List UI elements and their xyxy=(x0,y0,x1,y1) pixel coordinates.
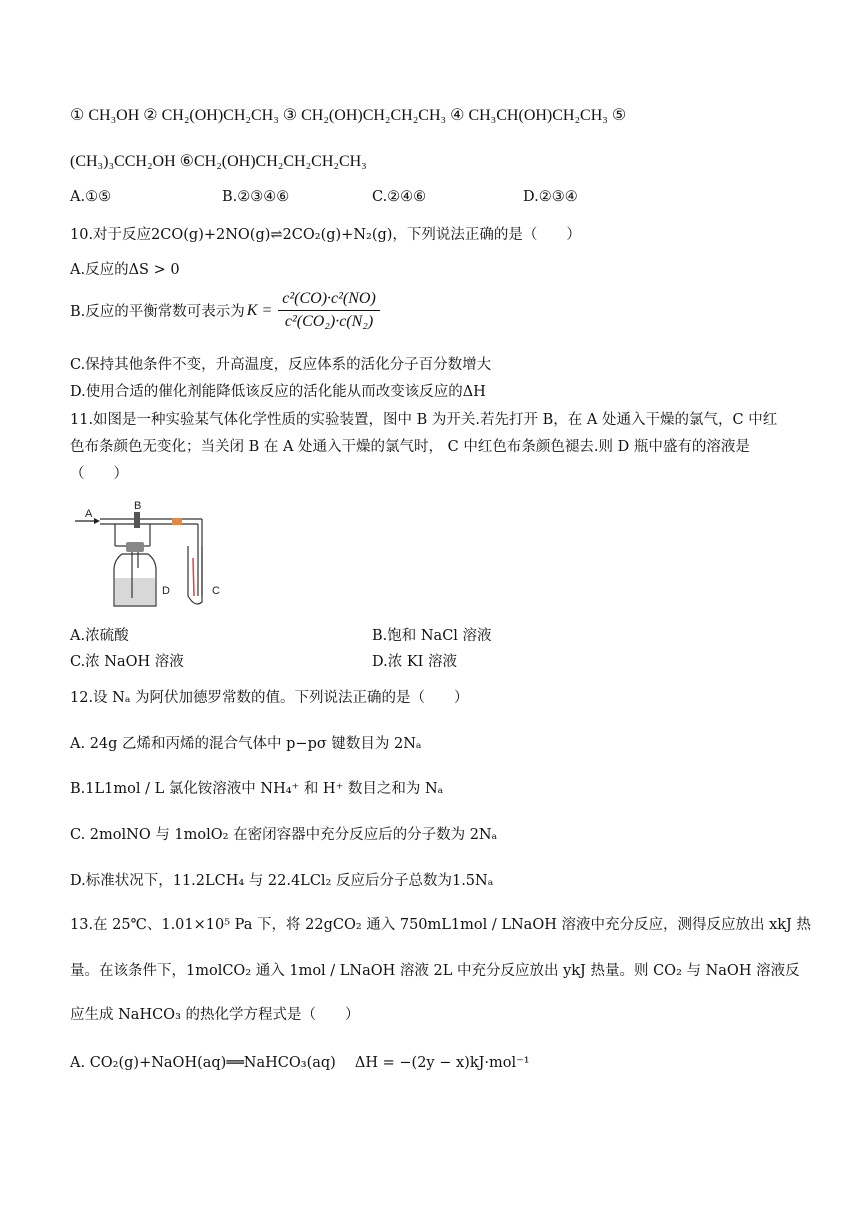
q12-option-d: D.标准状况下，11.2LCH₄ 与 22.4LCl₂ 反应后分子总数为1.5Nₐ xyxy=(70,873,494,889)
q12-option-b: B.1L1mol / L 氯化铵溶液中 NH₄⁺ 和 H⁺ 数目之和为 Nₐ xyxy=(70,781,444,797)
q9-option-d: D.②③④ xyxy=(523,189,578,205)
rubber-joint xyxy=(172,518,182,525)
q12-stem: 12.设 Nₐ 为阿伏加德罗常数的值。下列说法正确的是（ ） xyxy=(70,690,469,706)
q9-option-a: A.①⑤ xyxy=(70,189,112,205)
label-a: A xyxy=(85,508,93,520)
q9-alcohol-list-line-2: (CH₃)₃CCH₂OH ⑥CH₂(OH)CH₂CH₂CH₂CH₃ xyxy=(70,153,367,170)
label-b: B xyxy=(134,500,142,512)
red-cloth-strip xyxy=(193,558,194,596)
q12-option-a: A. 24g 乙烯和丙烯的混合气体中 p−pσ 键数目为 2Nₐ xyxy=(70,736,422,752)
q11-stem-line-1: 11.如图是一种实验某气体化学性质的实验装置，图中 B 为开关.若先打开 B，在 A 处通入干燥的氯气，C 中红 xyxy=(70,412,778,428)
q10-option-b-text: B.反应的平衡常数可表示为 xyxy=(70,304,245,320)
q10-option-c: C.保持其他条件不变，升高温度，反应体系的活化分子百分数增大 xyxy=(70,357,492,373)
q11-option-a: A.浓硫酸 xyxy=(70,628,129,644)
label-c: C xyxy=(212,585,220,597)
q9-option-b: B.②③④⑥ xyxy=(222,189,290,205)
valve-b xyxy=(134,512,140,528)
q11-stem-line-3: （ ） xyxy=(70,466,128,482)
label-d: D xyxy=(162,585,170,597)
q10-k-symbol: K = xyxy=(246,301,273,319)
q12-option-c: C. 2molNO 与 1molO₂ 在密闭容器中充分反应后的分子数为 2Nₐ xyxy=(70,827,498,843)
q13-stem-line-1: 13.在 25℃、1.01×10⁵ Pa 下，将 22gCO₂ 通入 750mL1mol / LNaOH 溶液中充分反应，测得反应放出 xkJ 热 xyxy=(70,917,811,933)
q9-alcohol-list-line-1: ① CH₃OH ② CH₂(OH)CH₂CH₃ ③ CH₂(OH)CH₂CH₂CH₃ ④ CH₃CH(OH)CH₂CH₃ ⑤ xyxy=(70,107,627,124)
q11-stem-line-2: 色布条颜色无变化；当关闭 B 在 A 处通入干燥的氯气时， C 中红色布条颜色褪去.则 D 瓶中盛有的溶液是 xyxy=(70,439,750,455)
q11-option-b: B.饱和 NaCl 溶液 xyxy=(372,628,492,644)
q13-stem-line-3: 应生成 NaHCO₃ 的热化学方程式是（ ） xyxy=(70,1007,360,1023)
q10-option-d: D.使用合适的催化剂能降低该反应的活化能从而改变该反应的ΔH xyxy=(70,384,486,400)
gas-inlet-arrowhead xyxy=(94,518,100,524)
q10-k-numerator: c²(CO)·c²(NO) xyxy=(278,290,380,311)
q11-option-c: C.浓 NaOH 溶液 xyxy=(70,654,184,670)
q10-k-denominator: c²(CO₂)·c(N₂) xyxy=(284,313,374,330)
bottle-liquid xyxy=(115,578,155,605)
q10-k-fraction xyxy=(278,290,380,331)
q10-option-a: A.反应的ΔS > 0 xyxy=(70,262,180,278)
q11-apparatus-figure xyxy=(70,498,230,610)
q10-option-b xyxy=(70,290,380,331)
q9-option-c: C.②④⑥ xyxy=(372,189,427,205)
q13-stem-line-2: 量。在该条件下，1molCO₂ 通入 1mol / LNaOH 溶液 2L 中充分反应放出 ykJ 热量。则 CO₂ 与 NaOH 溶液反 xyxy=(70,963,800,979)
test-tube-c xyxy=(188,546,202,604)
q10-stem: 10.对于反应2CO(g)+2NO(g)⇌2CO₂(g)+N₂(g)，下列说法正确的是（ ） xyxy=(70,227,581,243)
q13-option-a: A. CO₂(g)+NaOH(aq)══NaHCO₃(aq) ΔH = −(2y − x)kJ·mol⁻¹ xyxy=(70,1055,530,1071)
q11-option-d: D.浓 KI 溶液 xyxy=(372,654,457,670)
bottle-stopper xyxy=(126,542,144,552)
